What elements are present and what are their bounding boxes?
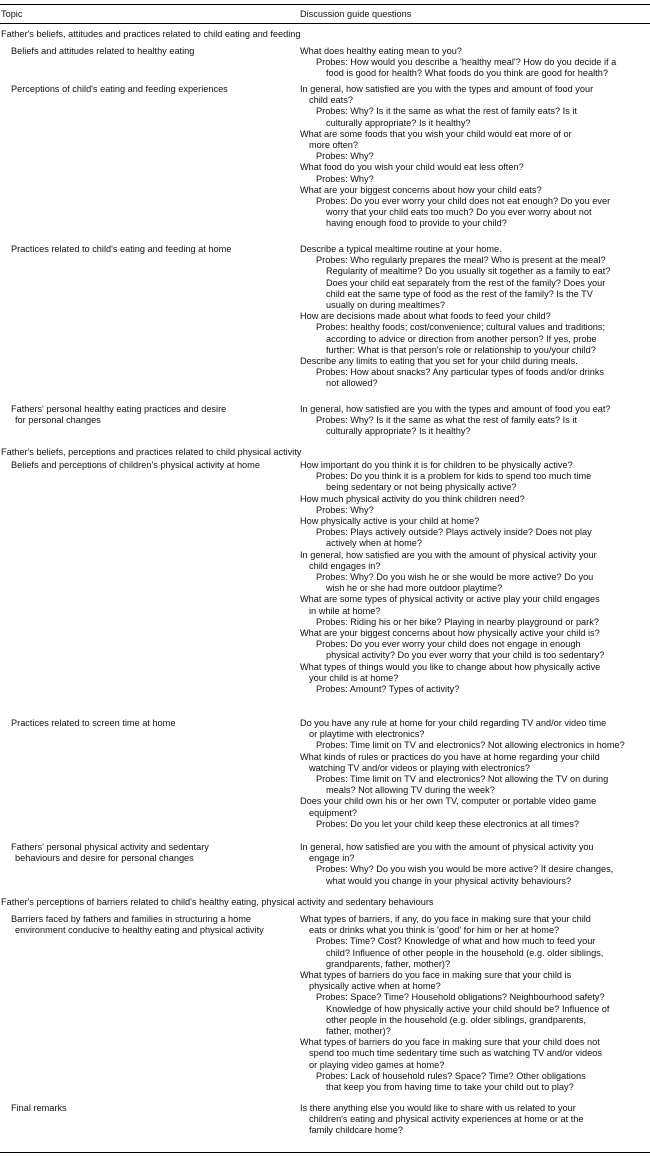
probe-line: Probes: Time? Cost? Knowledge of what and how much to feed your — [316, 936, 596, 947]
probe-continued-line: usually on during mealtimes? — [326, 300, 445, 310]
question-line: How physically active is your child at home? — [300, 516, 480, 526]
question-line: In general, how satisfied are you with the types and amount of food you eat? — [300, 404, 611, 414]
question-continued-line: more often? — [309, 140, 359, 150]
question-line: What types of barriers do you face in making sure that your child does not — [300, 1037, 600, 1048]
probe-line: Probes: healthy foods; cost/convenience; cultural values and traditions; — [316, 322, 606, 333]
probe-line: Probes: Plays actively outside? Plays actively inside? Does not play — [316, 527, 592, 538]
probe-continued-line: physical activity? Do you ever worry that your child is too sedentary? — [326, 650, 605, 661]
section-heading: Father's beliefs, perceptions and practices related to child physical activity — [1, 447, 302, 457]
topic-cell: Perceptions of child's eating and feeding experiences — [11, 84, 228, 94]
question-line: What does healthy eating mean to you? — [300, 46, 462, 56]
question-continued-line: eats or drinks what you think is 'good' for him or her at home? — [309, 925, 560, 936]
question-line: In general, how satisfied are you with the amount of physical activity your — [300, 549, 597, 560]
table-bottom-rule — [0, 1152, 650, 1153]
probe-line: Probes: Why? Is it the same as what the rest of family eats? Is it — [316, 415, 577, 426]
section-heading: Father's beliefs, attitudes and practices related to child eating and feeding — [1, 29, 301, 39]
column-header-questions: Discussion guide questions — [300, 9, 412, 19]
topic-cell: behaviours and desire for personal changes — [15, 853, 194, 864]
probe-line: Probes: How would you describe a 'healthy meal'? How do you decide if a — [316, 57, 617, 68]
probe-continued-line: culturally appropriate? Is it healthy? — [326, 117, 471, 128]
table-top-rule — [0, 4, 650, 5]
question-continued-line: children's eating and physical activity experiences at home or at the — [309, 1114, 584, 1125]
probe-line: Probes: Why? — [316, 173, 374, 184]
probe-continued-line: father, mother)? — [326, 1026, 391, 1036]
question-line: How important do you think it is for children to be physically active? — [300, 460, 573, 470]
probe-continued-line: child? Influence of other people in the household (e.g. older siblings, — [326, 947, 604, 958]
question-continued-line: watching TV and/or videos or playing with electronics? — [309, 762, 530, 773]
question-line: In general, how satisfied are you with the types and amount of food your — [300, 84, 594, 94]
probe-continued-line: not allowed? — [326, 378, 378, 389]
probe-continued-line: according to advice or direction from another person? If yes, probe — [326, 333, 597, 344]
probe-continued-line: other people in the household (e.g. older siblings, grandparents, — [326, 1014, 586, 1025]
probe-continued-line: worry that your child eats too much? Do you ever worry about not — [326, 207, 592, 218]
topic-cell: Final remarks — [11, 1103, 67, 1113]
topic-cell: for personal changes — [15, 415, 101, 426]
question-continued-line: or playtime with electronics? — [309, 729, 425, 740]
probe-line: Probes: Do you ever worry your child does not eat enough? Do you ever — [316, 196, 611, 206]
topic-cell: environment conducive to healthy eating and physical activity — [15, 925, 264, 936]
probe-continued-line: child eat the same type of food as the rest of the family? Is the TV — [326, 288, 593, 299]
question-line: What are some foods that you wish your child would eat more of or — [300, 128, 572, 139]
topic-cell: Practices related to child's eating and feeding at home — [11, 244, 232, 254]
probe-continued-line: actively when at home? — [326, 538, 423, 549]
probe-line: Probes: Why? Do you wish he or she would be more active? Do you — [316, 572, 594, 582]
question-line: Describe a typical mealtime routine at your home. — [300, 244, 502, 254]
question-line: What types of barriers, if any, do you face in making sure that your child — [300, 914, 591, 924]
question-line: Is there anything else you would like to share with us related to your — [300, 1103, 576, 1113]
probe-continued-line: grandparents, father, mother)? — [326, 958, 451, 969]
question-line: Describe any limits to eating that you set for your child during meals. — [300, 356, 578, 366]
probe-continued-line: being sedentary or not being physically active? — [326, 482, 517, 493]
question-line: What are your biggest concerns about how physically active your child is? — [300, 628, 600, 638]
probe-line: Probes: Do you let your child keep these electronics at all times? — [316, 818, 579, 829]
probe-line: Probes: Time limit on TV and electronics? Not allowing the TV on during — [316, 774, 609, 784]
column-header-topic: Topic — [1, 9, 23, 19]
probe-line: Probes: Why? — [316, 151, 374, 162]
probe-line: Probes: Space? Time? Household obligations? Neighbourhood safety? — [316, 992, 605, 1003]
question-line: Does your child own his or her own TV, computer or portable video game — [300, 796, 597, 807]
question-line: What are some types of physical activity or active play your child engages — [300, 594, 600, 605]
topic-cell: Barriers faced by fathers and families in structuring a home — [11, 914, 252, 924]
question-continued-line: family childcare home? — [309, 1125, 403, 1136]
probe-continued-line: Regularity of mealtime? Do you usually sit together as a family to eat? — [326, 266, 611, 277]
probe-line: Probes: Who regularly prepares the meal? Who is present at the meal? — [316, 255, 606, 266]
probe-continued-line: further: What is that person's role or relationship to you/your child? — [326, 344, 596, 355]
question-continued-line: engage in? — [309, 853, 355, 864]
probe-continued-line: meals? Not allowing TV during the week? — [326, 785, 495, 796]
topic-cell: Fathers' personal healthy eating practices and desire — [11, 404, 227, 414]
question-line: What are your biggest concerns about how your child eats? — [300, 184, 542, 195]
question-continued-line: child eats? — [309, 95, 353, 106]
question-line: Do you have any rule at home for your child regarding TV and/or video time — [300, 718, 607, 728]
question-continued-line: or playing video games at home? — [309, 1059, 445, 1070]
probe-continued-line: Does your child eat separately from the rest of the family? Does your — [326, 277, 606, 288]
topic-cell: Beliefs and perceptions of children's physical activity at home — [11, 460, 260, 470]
section-heading: Father's perceptions of barriers related to child's healthy eating, physical activity and sedentary behaviours — [1, 897, 434, 907]
question-line: How much physical activity do you think children need? — [300, 493, 525, 504]
question-line: What types of things would you like to change about how physically active — [300, 661, 601, 672]
probe-continued-line: what would you change in your physical activity behaviours? — [326, 875, 572, 886]
probe-line: Probes: Do you think it is a problem for kids to spend too much time — [316, 471, 592, 482]
probe-continued-line: having enough food to provide to your child? — [326, 218, 507, 229]
question-continued-line: physically active when at home? — [309, 981, 441, 992]
probe-continued-line: food is good for health? What foods do you think are good for health? — [326, 68, 608, 79]
question-continued-line: your child is at home? — [309, 672, 399, 683]
probe-line: Probes: Why? Is it the same as what the rest of family eats? Is it — [316, 106, 577, 117]
question-continued-line: equipment? — [309, 807, 358, 818]
probe-line: Probes: How about snacks? Any particular types of foods and/or drinks — [316, 367, 605, 378]
question-line: What types of barriers do you face in making sure that your child is — [300, 970, 572, 980]
probe-line: Probes: Why? Do you wish you would be more active? If desire changes, — [316, 864, 614, 875]
probe-continued-line: Knowledge of how physically active your child should be? Influence of — [326, 1003, 610, 1014]
probe-line: Probes: Lack of household rules? Space? Time? Other obligations — [316, 1070, 586, 1081]
topic-cell: Practices related to screen time at home — [11, 718, 176, 728]
topic-cell: Fathers' personal physical activity and sedentary — [11, 842, 209, 852]
question-continued-line: child engages in? — [309, 560, 381, 571]
probe-line: Probes: Do you ever worry your child does not engage in enough — [316, 639, 581, 650]
question-line: In general, how satisfied are you with the amount of physical activity you — [300, 842, 594, 852]
probe-continued-line: wish he or she had more outdoor playtime? — [326, 583, 503, 594]
question-continued-line: in while at home? — [309, 605, 381, 616]
probe-line: Probes: Amount? Types of activity? — [316, 684, 460, 694]
probe-line: Probes: Time limit on TV and electronics? Not allowing electronics in home? — [316, 740, 625, 751]
probe-line: Probes: Riding his or her bike? Playing in nearby playground or park? — [316, 616, 599, 627]
table-header-rule — [0, 23, 650, 24]
question-line: What kinds of rules or practices do you have at home regarding your child — [300, 751, 600, 762]
probe-line: Probes: Why? — [316, 504, 374, 515]
question-continued-line: spend too much time sedentary time such as watching TV and/or videos — [309, 1048, 602, 1059]
question-line: What food do you wish your child would eat less often? — [300, 162, 524, 173]
probe-continued-line: culturally appropriate? Is it healthy? — [326, 426, 471, 437]
topic-cell: Beliefs and attitudes related to healthy eating — [11, 46, 195, 56]
question-line: How are decisions made about what foods to feed your child? — [300, 311, 551, 322]
probe-continued-line: that keep you from having time to take your child out to play? — [326, 1082, 574, 1092]
